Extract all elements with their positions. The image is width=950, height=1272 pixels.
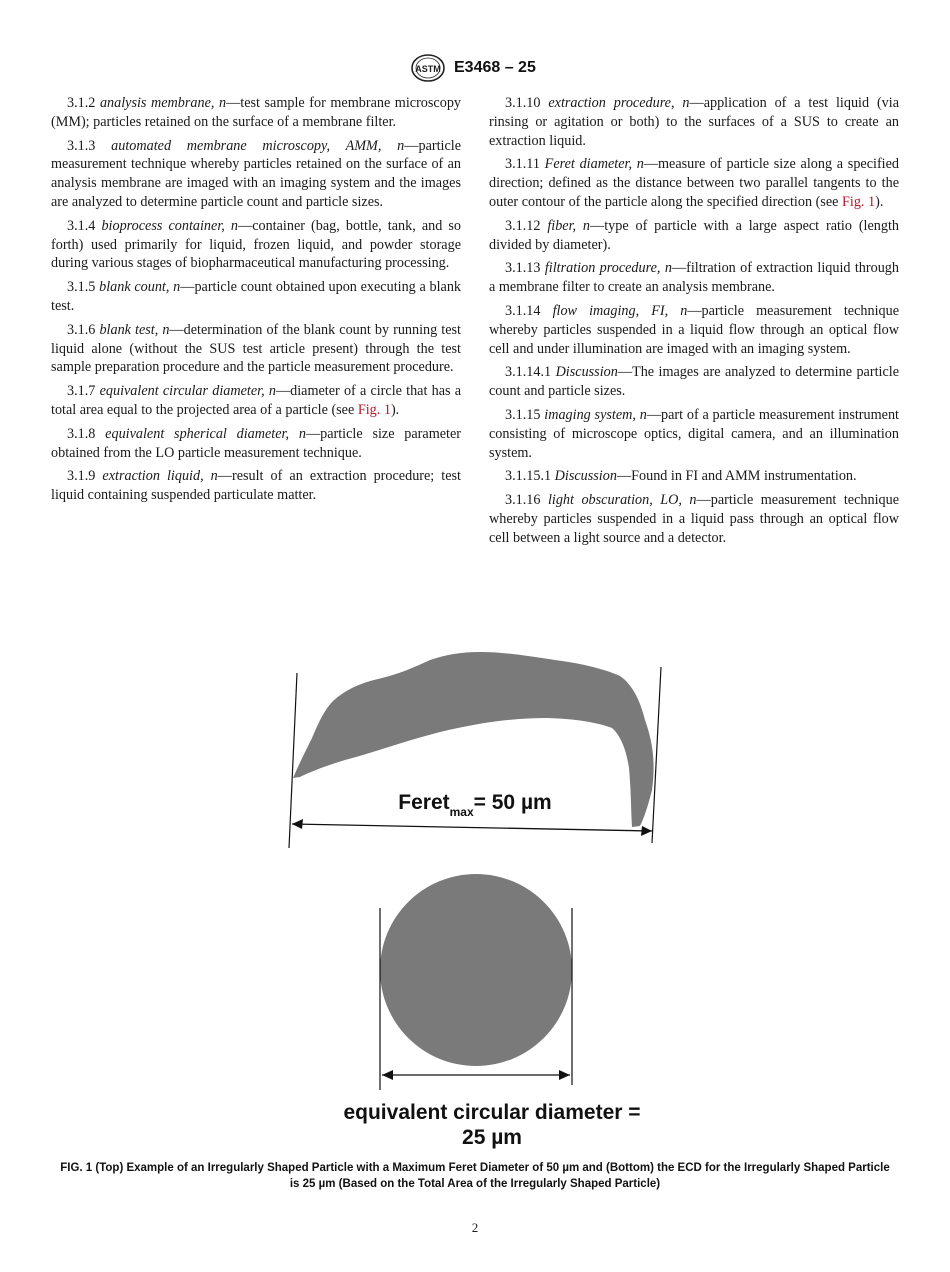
definition-3-1-15 — [489, 406, 899, 462]
definition-text: —particle measurement technique whereby particles suspended in a liquid flow through an optical flow cell and under illumination are imaged with an imaging system. — [489, 302, 899, 357]
definition-3-1-8 — [51, 425, 461, 463]
page-header — [0, 54, 950, 84]
definition-3-1-14-1 — [489, 363, 899, 401]
definition-term: equivalent circular diameter, n — [99, 383, 276, 400]
ecd-arrow-right — [559, 1070, 570, 1080]
definition-3-1-5 — [51, 278, 461, 316]
definition-term: flow imaging, FI, n — [552, 302, 688, 319]
definition-number: 3.1.6 — [67, 321, 96, 338]
definition-number: 3.1.7 — [67, 383, 96, 400]
definition-term: extraction liquid, n — [102, 468, 218, 485]
astm-logo-icon — [410, 54, 446, 82]
definition-3-1-6 — [51, 321, 461, 377]
definition-number: 3.1.4 — [67, 217, 96, 234]
definition-term: fiber, n — [547, 217, 591, 234]
feret-label: Feret$_{max}$= 50 µm — [398, 791, 552, 819]
definition-term: analysis membrane, n — [99, 95, 227, 111]
document-id: E3468 – 25 — [454, 59, 536, 76]
definition-text: —application of a test liquid (via rinsing or agitation or both) to the surfaces of a SUS to create an extraction liquid. — [489, 95, 900, 149]
definition-term: light obscuration, LO, n — [547, 492, 697, 509]
ecd-label-line2: 25 µm — [462, 1126, 522, 1149]
definition-text: —The images are analyzed to determine particle count and particle sizes. — [489, 364, 899, 400]
definition-number: 3.1.11 — [505, 156, 540, 173]
definition-number: 3.1.8 — [67, 425, 96, 442]
definition-text: —filtration of extraction liquid through a membrane filter to create an analysis membrane. — [489, 260, 899, 296]
definition-text: —Found in FI and AMM instrumentation. — [616, 468, 857, 485]
definition-3-1-12 — [489, 217, 899, 255]
page-number: 2 — [471, 1220, 479, 1235]
right-column — [489, 94, 899, 553]
definition-3-1-14 — [489, 302, 899, 358]
definition-number: 3.1.5 — [67, 279, 96, 296]
definition-3-1-7 — [51, 382, 461, 420]
definition-number: 3.1.15.1 — [505, 468, 552, 485]
definition-text: —measure of particle size along a specified direction; defined as the distance between two parallel tangents to the outer contour of the particle along the specified direction (see — [489, 156, 900, 210]
definition-number: 3.1.9 — [67, 468, 96, 485]
definition-term: extraction procedure, n — [548, 95, 690, 111]
definition-number: 3.1.12 — [505, 217, 541, 234]
definition-3-1-9 — [51, 467, 461, 505]
definition-text: —particle measurement technique whereby particles suspended in a liquid pass through an optical flow cell between a light source and a detector. — [489, 492, 900, 546]
definition-text: —determination of the blank count by running test liquid alone (without the SUS test article present) through the test sample preparation procedure and the particle measurement procedure. — [51, 321, 462, 376]
figure-1-drawing — [0, 630, 950, 1170]
definition-term: automated membrane microscopy, AMM, n — [111, 137, 405, 154]
definition-text: —container (bag, bottle, tank, and so forth) used primarily for liquid, frozen liquid, and powder storage during various stages of biopharmaceutical manufacturing processing. — [51, 217, 462, 272]
definition-term: equivalent spherical diameter, n — [105, 425, 306, 442]
definition-term: bioprocess container, n — [101, 217, 238, 234]
definition-number: 3.1.15 — [505, 406, 541, 423]
definition-text: —particle size parameter obtained from the LO particle measurement technique. — [51, 425, 461, 461]
definition-3-1-13 — [489, 259, 899, 297]
definition-term: blank test, n — [99, 321, 170, 338]
definition-text: —diameter of a circle that has a total area equal to the projected area of a particle (see — [51, 383, 462, 418]
definition-term: imaging system, n — [544, 406, 647, 423]
feret-tangent-left — [289, 673, 297, 848]
definition-3-1-15-1 — [489, 467, 899, 486]
definition-text: —particle measurement technique whereby particles retained on the surface of an analysis membrane are imaged with an imaging system and the images are analyzed to determine particle count and particle sizes. — [51, 137, 462, 210]
feret-arrow-right — [641, 826, 652, 836]
ecd-circle — [380, 874, 572, 1066]
definition-text: —type of particle with a large aspect ratio (length divided by diameter). — [489, 217, 899, 253]
definition-3-1-3 — [51, 137, 461, 212]
definition-number: 3.1.16 — [505, 492, 541, 509]
definition-number: 3.1.2 — [67, 95, 96, 111]
svg-text:ASTM: ASTM — [415, 64, 441, 74]
definition-3-1-4 — [51, 217, 461, 273]
definition-term: blank count, n — [99, 279, 181, 296]
definition-text: —part of a particle measurement instrument consisting of microscope optics, digital camera, and an illumination system. — [489, 406, 899, 461]
definition-text: —result of an extraction procedure; test liquid containing suspended particulate matter. — [51, 468, 461, 504]
figure-reference-link[interactable]: Fig. 1 — [841, 193, 876, 210]
definition-number: 3.1.14.1 — [505, 364, 552, 381]
definition-number: 3.1.3 — [67, 137, 96, 154]
definition-text-tail: ). — [390, 401, 400, 418]
definition-number: 3.1.10 — [505, 95, 541, 111]
feret-dimension-line — [292, 824, 652, 831]
ecd-arrow-left — [382, 1070, 393, 1080]
feret-tangent-right — [652, 667, 661, 843]
definition-text: —particle count obtained upon executing a blank test. — [51, 279, 462, 314]
definition-term: filtration procedure, n — [544, 260, 672, 277]
definition-term: Discussion — [554, 468, 617, 485]
feret-arrow-left — [292, 819, 303, 829]
definition-text-tail: ). — [875, 193, 884, 210]
ecd-label-line1: equivalent circular diameter = — [343, 1101, 641, 1124]
definition-term: Feret diameter, n — [544, 156, 644, 173]
definition-number: 3.1.13 — [505, 260, 541, 277]
figure-caption: FIG. 1 (Top) Example of an Irregularly Shaped Particle with a Maximum Feret Diameter of 50 µm and (Bottom) the ECD for the Irregularly Shaped Particle is 25 µm (Based on the Total Area of the Irregularly Shaped Particle) — [60, 1162, 890, 1190]
figure-reference-link[interactable]: Fig. 1 — [357, 401, 391, 418]
definition-term: Discussion — [555, 364, 618, 381]
definition-number: 3.1.14 — [505, 302, 541, 319]
definition-3-1-2 — [51, 94, 461, 132]
definition-3-1-11 — [489, 155, 899, 211]
definition-3-1-16 — [489, 491, 899, 547]
definition-text: —test sample for membrane microscopy (MM); particles retained on the surface of a membrane filter. — [51, 95, 462, 130]
figure-1 — [0, 630, 950, 1170]
left-column — [51, 94, 461, 510]
definition-3-1-10 — [489, 94, 899, 150]
